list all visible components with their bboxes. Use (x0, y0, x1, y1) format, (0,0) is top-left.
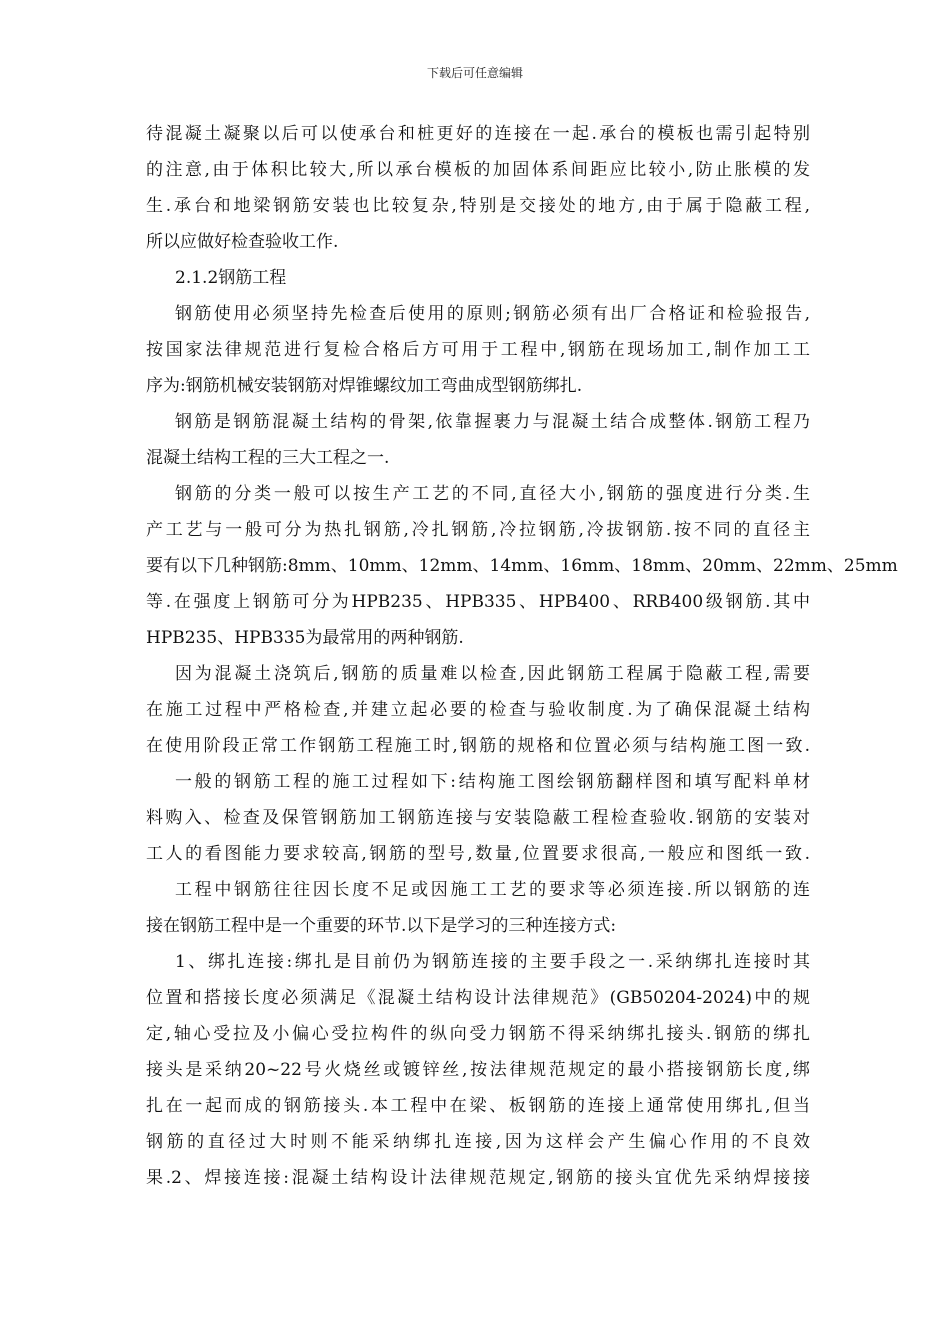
text-line: 因为混凝土浇筑后,钢筋的质量难以检查,因此钢筋工程属于隐蔽工程,需要 (175, 664, 810, 684)
text-line: 要有以下几种钢筋:8mm、10mm、12mm、14mm、16mm、18mm、20mm、22mm、25mm (146, 556, 898, 576)
text-line: 接头是采纳20~22号火烧丝或镀锌丝,按法律规范规定的最小搭接钢筋长度,绑 (146, 1060, 810, 1080)
text-line: 果.2、焊接连接:混凝土结构设计法律规范规定,钢筋的接头宜优先采纳焊接接 (146, 1168, 810, 1188)
text-line: 钢筋的直径过大时则不能采纳绑扎连接,因为这样会产生偏心作用的不良效 (146, 1132, 810, 1152)
text-line: 一般的钢筋工程的施工过程如下:结构施工图绘钢筋翻样图和填写配料单材 (175, 772, 810, 792)
text-line: 工人的看图能力要求较高,钢筋的型号,数量,位置要求很高,一般应和图纸一致. (146, 844, 810, 864)
text-line: 按国家法律规范进行复检合格后方可用于工程中,钢筋在现场加工,制作加工工 (146, 340, 810, 360)
text-line: 等.在强度上钢筋可分为HPB235、HPB335、HPB400、RRB400级钢筋.其中 (146, 592, 810, 612)
text-line: 的注意,由于体积比较大,所以承台模板的加固体系间距应比较小,防止胀模的发 (146, 160, 810, 180)
text-line: 待混凝土凝聚以后可以使承台和桩更好的连接在一起.承台的模板也需引起特别 (146, 124, 810, 144)
text-line: 钢筋的分类一般可以按生产工艺的不同,直径大小,钢筋的强度进行分类.生 (175, 484, 810, 504)
text-line: 所以应做好检查验收工作. (146, 232, 339, 252)
text-line: 钢筋是钢筋混凝土结构的骨架,依靠握裹力与混凝土结合成整体.钢筋工程乃 (175, 412, 810, 432)
text-line: 在使用阶段正常工作钢筋工程施工时,钢筋的规格和位置必须与结构施工图一致. (146, 736, 810, 756)
document-body (146, 116, 898, 1196)
text-line: 混凝土结构工程的三大工程之一. (146, 448, 390, 468)
text-line: HPB235、HPB335为最常用的两种钢筋. (146, 628, 464, 648)
text-line: 定,轴心受拉及小偏心受拉构件的纵向受力钢筋不得采纳绑扎接头.钢筋的绑扎 (146, 1024, 810, 1044)
text-line: 生.承台和地梁钢筋安装也比较复杂,特别是交接处的地方,由于属于隐蔽工程, (146, 196, 810, 216)
text-line: 接在钢筋工程中是一个重要的环节.以下是学习的三种连接方式: (146, 916, 617, 936)
text-line: 产工艺与一般可分为热扎钢筋,冷扎钢筋,冷拉钢筋,冷拔钢筋.按不同的直径主 (146, 520, 810, 540)
text-line: 1、绑扎连接:绑扎是目前仍为钢筋连接的主要手段之一.采纳绑扎连接时其 (175, 952, 810, 972)
text-line: 钢筋使用必须坚持先检查后使用的原则;钢筋必须有出厂合格证和检验报告, (175, 304, 810, 324)
text-line: 序为:钢筋机械安装钢筋对焊锥螺纹加工弯曲成型钢筋绑扎. (146, 376, 583, 396)
text-line: 2.1.2钢筋工程 (175, 268, 287, 288)
text-line: 在施工过程中严格检查,并建立起必要的检查与验收制度.为了确保混凝土结构 (146, 700, 810, 720)
text-line: 位置和搭接长度必须满足《混凝土结构设计法律规范》(GB50204-2024)中的规 (146, 988, 810, 1008)
text-line: 工程中钢筋往往因长度不足或因施工工艺的要求等必须连接.所以钢筋的连 (175, 880, 810, 900)
page-header: 下载后可任意编辑 (426, 66, 523, 80)
text-line: 扎在一起而成的钢筋接头.本工程中在梁、板钢筋的连接上通常使用绑扎,但当 (146, 1096, 810, 1116)
text-line: 料购入、检查及保管钢筋加工钢筋连接与安装隐蔽工程检查验收.钢筋的安装对 (146, 808, 810, 828)
